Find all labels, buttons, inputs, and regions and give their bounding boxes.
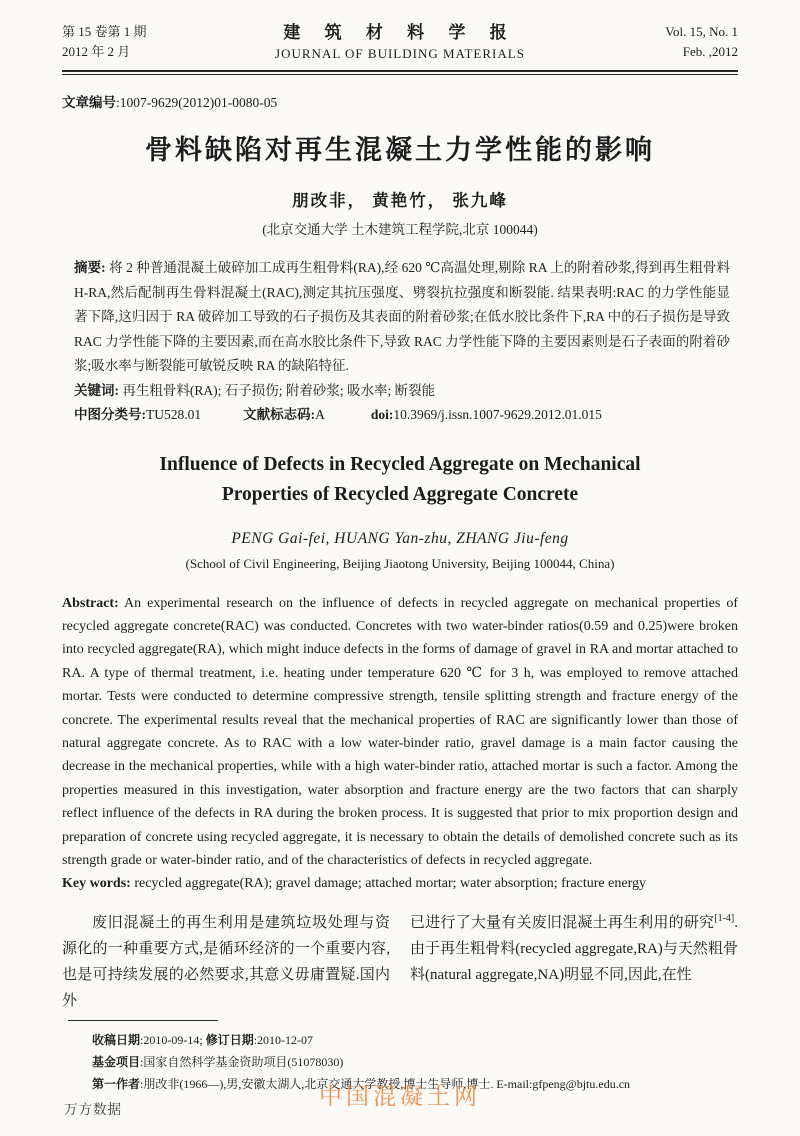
body-right-column — [410, 910, 738, 1014]
footnote-dates — [92, 1029, 738, 1051]
date-cn: 2012 年 2 月 — [62, 44, 131, 59]
site-watermark: 中国混凝土网 — [319, 1083, 481, 1109]
abstract-en-block — [62, 592, 738, 896]
doi-value: 10.3969/j.issn.1007-9629.2012.01.015 — [393, 407, 602, 422]
affiliation-cn: (北京交通大学 土木建筑工程学院,北京 100044) — [262, 222, 538, 237]
authors-cn: 朋改非， 黄艳竹， 张九峰 — [292, 191, 508, 210]
abstract-cn-text: 将 2 种普通混凝土破碎加工成再生粗骨料(RA),经 620 ℃高温处理,剔除 RA 上的附着砂浆,得到再生粗骨料 H-RA,然后配制再生骨料混凝土(RAC),测定其抗压强度、劈裂抗拉强度和断裂能. 结果表明:RAC 的力学性能显著下降,这归因于 RA 破碎加工导致的石子损伤及其表面的附着砂浆;在低水胶比条件下,RA 中的石子损伤是导致 RAC 力学性能下降的主要因素,而在高水胶比条件下,导致 RAC 力学性能下降的主要因素则是石子表面的附着砂浆;吸水率与断裂能可敏锐反映 RA 的缺陷特征. — [74, 260, 730, 373]
received-date-label: 收稿日期 — [92, 1032, 141, 1047]
doc-code-value: A — [315, 407, 325, 422]
abstract-cn-block — [74, 256, 730, 428]
body-right-text-2: . 由于再生粗骨料(recycled aggregate,RA)与天然粗骨料(natural aggregate,NA)明显不同,因此,在性 — [410, 914, 738, 983]
keywords-en-label: Key words: — [62, 876, 131, 892]
funding-text: :国家自然科学基金资助项目(51078030) — [140, 1054, 344, 1069]
citation-ref: [1-4] — [714, 912, 735, 924]
paper-title-en-line1: Influence of Defects in Recycled Aggregate on Mechanical — [159, 453, 641, 475]
abstract-cn — [74, 256, 730, 379]
clc-line — [74, 403, 730, 428]
body-left-column — [62, 910, 390, 1014]
keywords-en-text: recycled aggregate(RA); gravel damage; attached mortar; water absorption; fracture energy — [130, 876, 646, 892]
body-columns — [62, 910, 738, 1014]
funding-label: 基金项目 — [92, 1054, 141, 1069]
doc-code-label: 文献标志码: — [243, 407, 316, 422]
affiliation-en: (School of Civil Engineering, Beijing Jiaotong University, Beijing 100044, China) — [185, 555, 615, 571]
body-left-paragraph: 废旧混凝土的再生利用是建筑垃圾处理与资源化的一种重要方式,是循环经济的一个重要内容,也是可持续发展的必然要求,其意义毋庸置疑.国内外 — [62, 914, 390, 1009]
article-number-value: :1007-9629(2012)01-0080-05 — [116, 95, 278, 110]
abstract-en-text: An experimental research on the influence of defects in recycled aggregate on mechanical properties of recycled aggregate concrete(RAC) was conducted. Concretes with two water-binder ratios(0.59 and 0.25)were broken into recycled aggregate(RA), which might induce defects in the forms of damage of gravel in RA and mortar attached to RA. A type of thermal treatment, i.e. heating under temperature 620 ℃ for 3 h, was employed to remove attached mortar. Tests were conducted to determine compressive strength, tensile splitting strength and fracture energy of the concrete. The experimental results reveal that the mechanical properties of RAC are significantly lower than those of natural aggregate concrete. As to RAC with a low water-binder ratio, gravel damage is a main factor causing the decrease in the mechanical properties, while with a high water-binder ratio, attached mortar is such a factor. Among the properties measured in this investigation, water absorption and fracture energy are the two factors that can sharply reflect influence of the defects in RA during the broken process. It is suggested that prior to mix proportion design and preparation of concrete using recycled aggregate, it is necessary to obtain the details of demolished concrete such as its strength grade or water-binder ratio, and of the characteristics of defects in recycled aggregate. — [62, 595, 738, 868]
footnote-funding — [92, 1051, 738, 1073]
revised-date: :2010-12-07 — [253, 1032, 314, 1047]
header-divider — [62, 70, 738, 75]
journal-title-block — [222, 22, 578, 63]
abstract-en — [62, 592, 738, 873]
clc-value: TU528.01 — [146, 407, 202, 422]
wanfang-data-mark: 万方数据 — [64, 1102, 122, 1117]
doi — [371, 403, 602, 428]
clc-number — [74, 403, 201, 428]
first-author-label: 第一作者 — [92, 1076, 141, 1091]
date-en: Feb. ,2012 — [682, 44, 738, 59]
journal-title-cn: 建 筑 材 料 学 报 — [283, 23, 517, 42]
article-number — [62, 91, 738, 111]
keywords-en — [62, 872, 738, 895]
keywords-cn-text: 再生粗骨料(RA); 石子损伤; 附着砂浆; 吸水率; 断裂能 — [119, 382, 436, 398]
doc-code — [243, 403, 325, 428]
authors-en: PENG Gai-fei, HUANG Yan-zhu, ZHANG Jiu-feng — [231, 529, 569, 547]
body-right-text-1: 已进行了大量有关废旧混凝土再生利用的研究 — [410, 914, 715, 931]
keywords-cn — [74, 379, 730, 404]
header-issue-info — [62, 22, 222, 62]
first-author-text: :朋改非(1966—),男,安徽太湖人,北京交通大学教授,博士生导师,博士. E-mail:gfpeng@bjtu.edu.cn — [140, 1076, 631, 1091]
doi-label: doi: — [370, 407, 394, 422]
abstract-en-label: Abstract: — [62, 595, 119, 611]
clc-label: 中图分类号: — [74, 407, 146, 422]
received-date: :2010-09-14; — [140, 1032, 206, 1047]
article-number-label: 文章编号 — [62, 95, 116, 110]
paper-title-en-line2: Properties of Recycled Aggregate Concrete — [221, 483, 579, 505]
keywords-cn-label: 关键词: — [74, 382, 119, 398]
footnote-divider — [68, 1020, 218, 1021]
body-right-paragraph — [410, 910, 738, 988]
volume-issue-cn: 第 15 卷第 1 期 — [62, 24, 147, 39]
journal-title-en: JOURNAL OF BUILDING MATERIALS — [275, 46, 525, 61]
abstract-cn-label: 摘要: — [74, 260, 106, 275]
paper-title-cn: 骨料缺陷对再生混凝土力学性能的影响 — [145, 135, 655, 165]
volume-issue-en: Vol. 15, No. 1 — [665, 24, 738, 39]
revised-date-label: 修订日期 — [205, 1032, 254, 1047]
header-vol-info — [578, 22, 738, 62]
journal-header — [62, 22, 738, 63]
paper-title-en — [62, 450, 738, 510]
